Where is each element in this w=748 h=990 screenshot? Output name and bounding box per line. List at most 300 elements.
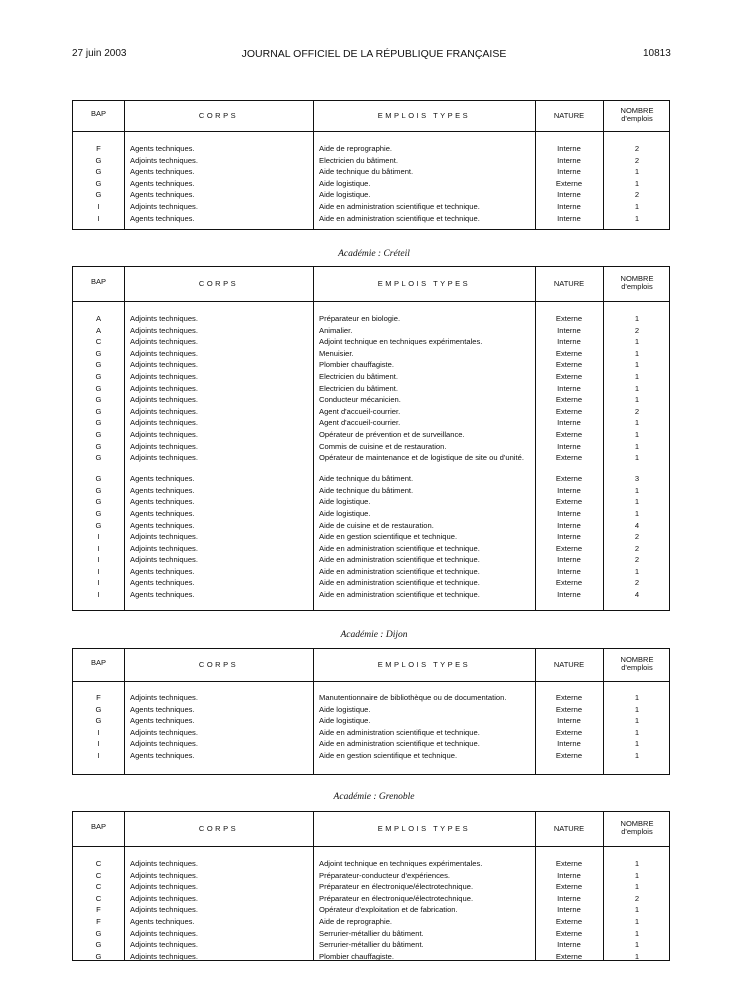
cell-bap: F — [96, 916, 101, 926]
table-row — [73, 704, 669, 716]
cell-corps: Adjoints techniques. — [130, 418, 198, 428]
cell-nombre: 2 — [634, 155, 640, 165]
cell-nombre: 2 — [634, 578, 640, 588]
table-row — [73, 939, 669, 951]
cell-corps: Agents techniques. — [130, 704, 195, 714]
cell-emploi-type: Aide logistique. — [319, 508, 371, 518]
header-bap: BAP — [90, 277, 106, 286]
cell-bap: I — [97, 555, 100, 565]
cell-nature: Externe — [555, 951, 583, 961]
table-row — [73, 554, 669, 566]
table-row — [73, 543, 669, 555]
header-nombre: NOMBRE — [620, 655, 654, 664]
cell-bap: G — [95, 155, 102, 165]
cell-nature: Interne — [557, 893, 581, 903]
cell-emploi-type: Menuisier. — [319, 348, 354, 358]
employment-table — [72, 648, 670, 775]
cell-corps: Adjoints techniques. — [130, 882, 198, 892]
cell-bap: G — [95, 190, 102, 200]
cell-emploi-type: Aide en administration scientifique et technique. — [319, 590, 480, 600]
cell-bap: I — [97, 213, 100, 223]
cell-nature: Interne — [557, 213, 581, 223]
cell-nombre: 3 — [634, 474, 640, 484]
cell-corps: Adjoints techniques. — [130, 155, 198, 165]
cell-corps: Adjoints techniques. — [130, 893, 198, 903]
cell-emploi-type: Agent d'accueil-courrier. — [319, 418, 401, 428]
table-row — [73, 916, 669, 928]
cell-emploi-type: Aide logistique. — [319, 178, 371, 188]
cell-nature: Interne — [557, 870, 581, 880]
cell-emploi-type: Aide en administration scientifique et technique. — [319, 555, 480, 565]
cell-nature: Externe — [555, 395, 583, 405]
cell-nature: Externe — [555, 314, 583, 323]
cell-nombre: 1 — [634, 497, 640, 507]
cell-bap: F — [96, 144, 101, 153]
cell-nombre: 1 — [634, 360, 640, 370]
cell-corps: Agents techniques. — [130, 520, 195, 530]
header-corps: CORPS — [198, 824, 239, 833]
table-row — [73, 406, 669, 418]
table-row — [73, 951, 669, 963]
cell-corps: Adjoints techniques. — [130, 348, 198, 358]
header-nombre: NOMBRE — [620, 274, 654, 283]
cell-nature: Interne — [557, 383, 581, 393]
cell-nombre: 2 — [634, 325, 640, 335]
cell-nature: Externe — [555, 348, 583, 358]
cell-corps: Adjoints techniques. — [130, 905, 198, 915]
header-emplois-types: EMPLOIS TYPES — [377, 824, 471, 833]
cell-nature: Interne — [557, 325, 581, 335]
cell-nature: Externe — [555, 406, 583, 416]
cell-bap: F — [96, 693, 101, 702]
cell-corps: Adjoints techniques. — [130, 406, 198, 416]
cell-nombre: 1 — [634, 337, 640, 347]
cell-nature: Externe — [555, 453, 583, 463]
cell-nature: Interne — [557, 485, 581, 495]
cell-nombre: 2 — [634, 543, 640, 553]
table-row — [73, 143, 669, 155]
cell-corps: Adjoints techniques. — [130, 453, 198, 463]
header-title: JOURNAL OFFICIEL DE LA RÉPUBLIQUE FRANÇAISE — [241, 48, 507, 60]
table-row — [73, 577, 669, 589]
cell-nature: Interne — [557, 155, 581, 165]
cell-bap: G — [95, 360, 102, 370]
cell-corps: Adjoints techniques. — [130, 940, 198, 950]
academie-heading: Académie : Dijon — [340, 630, 408, 640]
table-row — [73, 531, 669, 543]
header-date: 27 juin 2003 — [72, 48, 127, 59]
table-row — [73, 893, 669, 905]
cell-corps: Agents techniques. — [130, 590, 195, 600]
cell-emploi-type: Préparateur en biologie. — [319, 314, 401, 323]
cell-bap: G — [95, 716, 102, 726]
cell-nombre: 1 — [634, 383, 640, 393]
header-nombre-emplois: d'emplois — [621, 114, 653, 123]
cell-corps: Agents techniques. — [130, 190, 195, 200]
cell-bap: G — [95, 940, 102, 950]
cell-emploi-type: Préparateur en électronique/électrotechnique. — [319, 882, 474, 892]
cell-emploi-type: Adjoint technique en techniques expérimentales. — [319, 337, 483, 347]
cell-bap: I — [97, 201, 100, 211]
cell-nombre: 1 — [634, 566, 640, 576]
cell-corps: Adjoints techniques. — [130, 325, 198, 335]
cell-bap: C — [95, 893, 102, 903]
cell-nombre: 1 — [634, 201, 640, 211]
cell-nature: Interne — [557, 532, 581, 542]
cell-nature: Interne — [557, 190, 581, 200]
table-row — [73, 189, 669, 201]
table-row — [73, 452, 669, 473]
cell-corps: Adjoints techniques. — [130, 383, 198, 393]
cell-nombre: 1 — [634, 395, 640, 405]
cell-nombre: 1 — [634, 178, 640, 188]
cell-bap: G — [95, 418, 102, 428]
cell-bap: G — [95, 453, 102, 463]
cell-corps: Agents techniques. — [130, 750, 195, 760]
table-row — [73, 336, 669, 348]
cell-bap: G — [95, 508, 102, 518]
cell-nature: Externe — [555, 178, 583, 188]
cell-nature: Externe — [555, 916, 583, 926]
table-row — [73, 155, 669, 167]
cell-nombre: 4 — [634, 590, 640, 600]
header-emplois-types: EMPLOIS TYPES — [377, 660, 471, 669]
cell-emploi-type: Aide en gestion scientifique et technique. — [319, 532, 458, 542]
table-row — [73, 496, 669, 508]
table-row — [73, 178, 669, 190]
cell-emploi-type: Aide de reprographie. — [319, 144, 393, 153]
cell-nature: Interne — [557, 566, 581, 576]
cell-emploi-type: Electricien du bâtiment. — [319, 371, 398, 381]
table-body — [73, 858, 669, 962]
cell-nature: Interne — [557, 418, 581, 428]
cell-bap: C — [95, 859, 102, 868]
cell-emploi-type: Aide logistique. — [319, 716, 371, 726]
cell-bap: I — [97, 566, 100, 576]
cell-corps: Agents techniques. — [130, 508, 195, 518]
cell-nature: Interne — [557, 144, 581, 153]
cell-emploi-type: Aide en gestion scientifique et technique. — [319, 750, 458, 760]
cell-emploi-type: Aide en administration scientifique et technique. — [319, 543, 480, 553]
employment-table — [72, 811, 670, 961]
table-row — [73, 520, 669, 532]
cell-emploi-type: Aide logistique. — [319, 704, 371, 714]
table-row — [73, 166, 669, 178]
cell-nature: Externe — [555, 429, 583, 439]
cell-emploi-type: Aide technique du bâtiment. — [319, 485, 414, 495]
cell-nombre: 1 — [634, 693, 640, 702]
cell-nombre: 1 — [634, 739, 640, 749]
cell-corps: Adjoints techniques. — [130, 532, 198, 542]
cell-nombre: 1 — [634, 727, 640, 737]
cell-corps: Adjoints techniques. — [130, 543, 198, 553]
table-row — [73, 692, 669, 704]
cell-corps: Adjoints techniques. — [130, 360, 198, 370]
cell-bap: I — [97, 578, 100, 588]
cell-corps: Adjoints techniques. — [130, 693, 198, 702]
table-row — [73, 383, 669, 395]
cell-emploi-type: Préparateur en électronique/électrotechnique. — [319, 893, 474, 903]
cell-nature: Interne — [557, 508, 581, 518]
cell-nombre: 1 — [634, 348, 640, 358]
cell-emploi-type: Adjoint technique en techniques expérimentales. — [319, 859, 483, 868]
cell-bap: I — [97, 590, 100, 600]
cell-bap: I — [97, 750, 100, 760]
cell-nombre: 1 — [634, 716, 640, 726]
cell-nombre: 1 — [634, 704, 640, 714]
cell-corps: Adjoints techniques. — [130, 859, 198, 868]
cell-nature: Externe — [555, 750, 583, 760]
cell-nombre: 2 — [634, 532, 640, 542]
table-header — [73, 267, 669, 302]
cell-bap: I — [97, 727, 100, 737]
cell-nature: Externe — [555, 578, 583, 588]
academie-heading: Académie : Grenoble — [333, 792, 415, 802]
cell-bap: G — [95, 371, 102, 381]
cell-corps: Adjoints techniques. — [130, 951, 198, 961]
cell-bap: G — [95, 395, 102, 405]
cell-corps: Agents techniques. — [130, 167, 195, 177]
cell-nombre: 1 — [634, 441, 640, 451]
employment-table — [72, 100, 670, 230]
table-row — [73, 727, 669, 739]
cell-nombre: 2 — [634, 406, 640, 416]
table-row — [73, 928, 669, 940]
cell-nature: Externe — [555, 474, 583, 484]
cell-corps: Adjoints techniques. — [130, 870, 198, 880]
table-body — [73, 313, 669, 601]
table-row — [73, 904, 669, 916]
header-emplois-types: EMPLOIS TYPES — [377, 279, 471, 288]
table-row — [73, 485, 669, 497]
header-page-number: 10813 — [643, 48, 671, 59]
cell-nature: Externe — [555, 882, 583, 892]
table-header — [73, 101, 669, 132]
cell-emploi-type: Manutentionnaire de bibliothèque ou de documentation. — [319, 693, 507, 702]
cell-bap: I — [97, 739, 100, 749]
cell-bap: G — [95, 178, 102, 188]
cell-nombre: 1 — [634, 314, 640, 323]
header-corps: CORPS — [198, 111, 239, 120]
cell-corps: Agents techniques. — [130, 485, 195, 495]
cell-emploi-type: Plombier chauffagiste. — [319, 360, 394, 370]
cell-emploi-type: Aide de reprographie. — [319, 916, 393, 926]
header-bap: BAP — [90, 109, 106, 118]
table-row — [73, 417, 669, 429]
cell-nombre: 1 — [634, 213, 640, 223]
table-row — [73, 589, 669, 601]
cell-nature: Interne — [557, 337, 581, 347]
header-emplois-types: EMPLOIS TYPES — [377, 111, 471, 120]
cell-corps: Agents techniques. — [130, 474, 195, 484]
cell-nombre: 1 — [634, 167, 640, 177]
cell-nature: Externe — [555, 543, 583, 553]
cell-nature: Externe — [555, 693, 583, 702]
header-nature: NATURE — [553, 824, 585, 833]
cell-corps: Adjoints techniques. — [130, 201, 198, 211]
cell-bap: F — [96, 905, 101, 915]
cell-nature: Externe — [555, 928, 583, 938]
cell-nombre: 1 — [634, 750, 640, 760]
table-body — [73, 143, 669, 224]
cell-nature: Externe — [555, 727, 583, 737]
cell-nombre: 1 — [634, 418, 640, 428]
header-nombre-emplois: d'emplois — [621, 663, 653, 672]
cell-nature: Externe — [555, 360, 583, 370]
table-row — [73, 566, 669, 578]
cell-emploi-type: Aide technique du bâtiment. — [319, 167, 414, 177]
table-row — [73, 313, 669, 325]
header-bap: BAP — [90, 822, 106, 831]
cell-nombre: 4 — [634, 520, 640, 530]
cell-bap: G — [95, 928, 102, 938]
table-row — [73, 508, 669, 520]
cell-nature: Interne — [557, 441, 581, 451]
table-row — [73, 715, 669, 727]
cell-corps: Agents techniques. — [130, 144, 195, 153]
table-row — [73, 394, 669, 406]
cell-corps: Agents techniques. — [130, 916, 195, 926]
cell-bap: C — [95, 882, 102, 892]
cell-emploi-type: Aide en administration scientifique et technique. — [319, 739, 480, 749]
cell-bap: G — [95, 441, 102, 451]
cell-nombre: 1 — [634, 485, 640, 495]
cell-nature: Interne — [557, 716, 581, 726]
cell-emploi-type: Préparateur-conducteur d'expériences. — [319, 870, 451, 880]
cell-emploi-type: Aide en administration scientifique et technique. — [319, 727, 480, 737]
table-header — [73, 812, 669, 847]
cell-corps: Adjoints techniques. — [130, 337, 198, 347]
cell-emploi-type: Aide en administration scientifique et technique. — [319, 201, 480, 211]
cell-emploi-type: Opérateur de prévention et de surveillance. — [319, 429, 465, 439]
cell-bap: G — [95, 704, 102, 714]
cell-nature: Interne — [557, 520, 581, 530]
cell-bap: G — [95, 406, 102, 416]
cell-bap: G — [95, 167, 102, 177]
cell-emploi-type: Aide de cuisine et de restauration. — [319, 520, 434, 530]
cell-corps: Adjoints techniques. — [130, 555, 198, 565]
cell-nombre: 1 — [634, 882, 640, 892]
header-nature: NATURE — [553, 660, 585, 669]
cell-emploi-type: Aide technique du bâtiment. — [319, 474, 414, 484]
cell-corps: Agents techniques. — [130, 716, 195, 726]
cell-bap: G — [95, 485, 102, 495]
cell-corps: Adjoints techniques. — [130, 314, 198, 323]
cell-bap: A — [95, 314, 102, 323]
table-header — [73, 649, 669, 682]
cell-emploi-type: Serrurier-métallier du bâtiment. — [319, 928, 424, 938]
cell-nature: Interne — [557, 555, 581, 565]
cell-nombre: 1 — [634, 905, 640, 915]
cell-bap: G — [95, 474, 102, 484]
cell-nombre: 2 — [634, 555, 640, 565]
header-nature: NATURE — [553, 111, 585, 120]
academie-heading: Académie : Créteil — [338, 249, 410, 259]
cell-bap: G — [95, 429, 102, 439]
cell-corps: Adjoints techniques. — [130, 441, 198, 451]
cell-corps: Adjoints techniques. — [130, 928, 198, 938]
table-row — [73, 750, 669, 762]
cell-bap: G — [95, 348, 102, 358]
cell-corps: Agents techniques. — [130, 578, 195, 588]
cell-emploi-type: Agent d'accueil-courrier. — [319, 406, 401, 416]
cell-nature: Interne — [557, 590, 581, 600]
cell-emploi-type: Opérateur d'exploitation et de fabrication. — [319, 905, 458, 915]
cell-corps: Adjoints techniques. — [130, 429, 198, 439]
cell-nombre: 1 — [634, 508, 640, 518]
cell-nombre: 1 — [634, 916, 640, 926]
header-bap: BAP — [90, 658, 106, 667]
cell-nombre: 1 — [634, 429, 640, 439]
cell-emploi-type: Animalier. — [319, 325, 353, 335]
table-row — [73, 870, 669, 882]
cell-nature: Externe — [555, 704, 583, 714]
cell-corps: Agents techniques. — [130, 497, 195, 507]
cell-emploi-type: Conducteur mécanicien. — [319, 395, 401, 405]
cell-nombre: 1 — [634, 859, 640, 868]
cell-emploi-type: Aide en administration scientifique et technique. — [319, 578, 480, 588]
header-nature: NATURE — [553, 279, 585, 288]
cell-corps: Adjoints techniques. — [130, 739, 198, 749]
table-row — [73, 429, 669, 441]
cell-nature: Interne — [557, 905, 581, 915]
table-row — [73, 201, 669, 213]
cell-nombre: 1 — [634, 940, 640, 950]
table-row — [73, 359, 669, 371]
cell-emploi-type: Serrurier-métallier du bâtiment. — [319, 940, 424, 950]
cell-bap: C — [95, 337, 102, 347]
cell-emploi-type: Opérateur de maintenance et de logistique de site ou d'unité. — [319, 453, 524, 463]
table-row — [73, 348, 669, 360]
cell-nombre: 2 — [634, 893, 640, 903]
cell-nature: Externe — [555, 859, 583, 868]
cell-corps: Agents techniques. — [130, 178, 195, 188]
cell-corps: Adjoints techniques. — [130, 371, 198, 381]
cell-bap: G — [95, 951, 102, 961]
cell-bap: I — [97, 532, 100, 542]
cell-emploi-type: Electricien du bâtiment. — [319, 383, 398, 393]
header-nombre-emplois: d'emplois — [621, 282, 653, 291]
cell-bap: G — [95, 383, 102, 393]
cell-nature: Interne — [557, 940, 581, 950]
cell-nombre: 1 — [634, 870, 640, 880]
cell-emploi-type: Aide en administration scientifique et technique. — [319, 213, 480, 223]
cell-emploi-type: Electricien du bâtiment. — [319, 155, 398, 165]
cell-corps: Adjoints techniques. — [130, 395, 198, 405]
cell-corps: Agents techniques. — [130, 566, 195, 576]
cell-nature: Interne — [557, 167, 581, 177]
cell-nombre: 1 — [634, 371, 640, 381]
cell-corps: Agents techniques. — [130, 213, 195, 223]
employment-table — [72, 266, 670, 611]
cell-nombre: 2 — [634, 144, 640, 153]
cell-emploi-type: Aide en administration scientifique et technique. — [319, 566, 480, 576]
cell-nature: Interne — [557, 739, 581, 749]
cell-nombre: 1 — [634, 951, 640, 961]
table-row — [73, 473, 669, 485]
table-row — [73, 441, 669, 453]
cell-bap: G — [95, 497, 102, 507]
cell-bap: I — [97, 543, 100, 553]
table-body — [73, 692, 669, 762]
cell-nombre: 1 — [634, 928, 640, 938]
header-nombre: NOMBRE — [620, 106, 654, 115]
header-nombre-emplois: d'emplois — [621, 827, 653, 836]
header-corps: CORPS — [198, 279, 239, 288]
cell-nombre: 1 — [634, 453, 640, 463]
cell-bap: C — [95, 870, 102, 880]
cell-bap: A — [95, 325, 102, 335]
